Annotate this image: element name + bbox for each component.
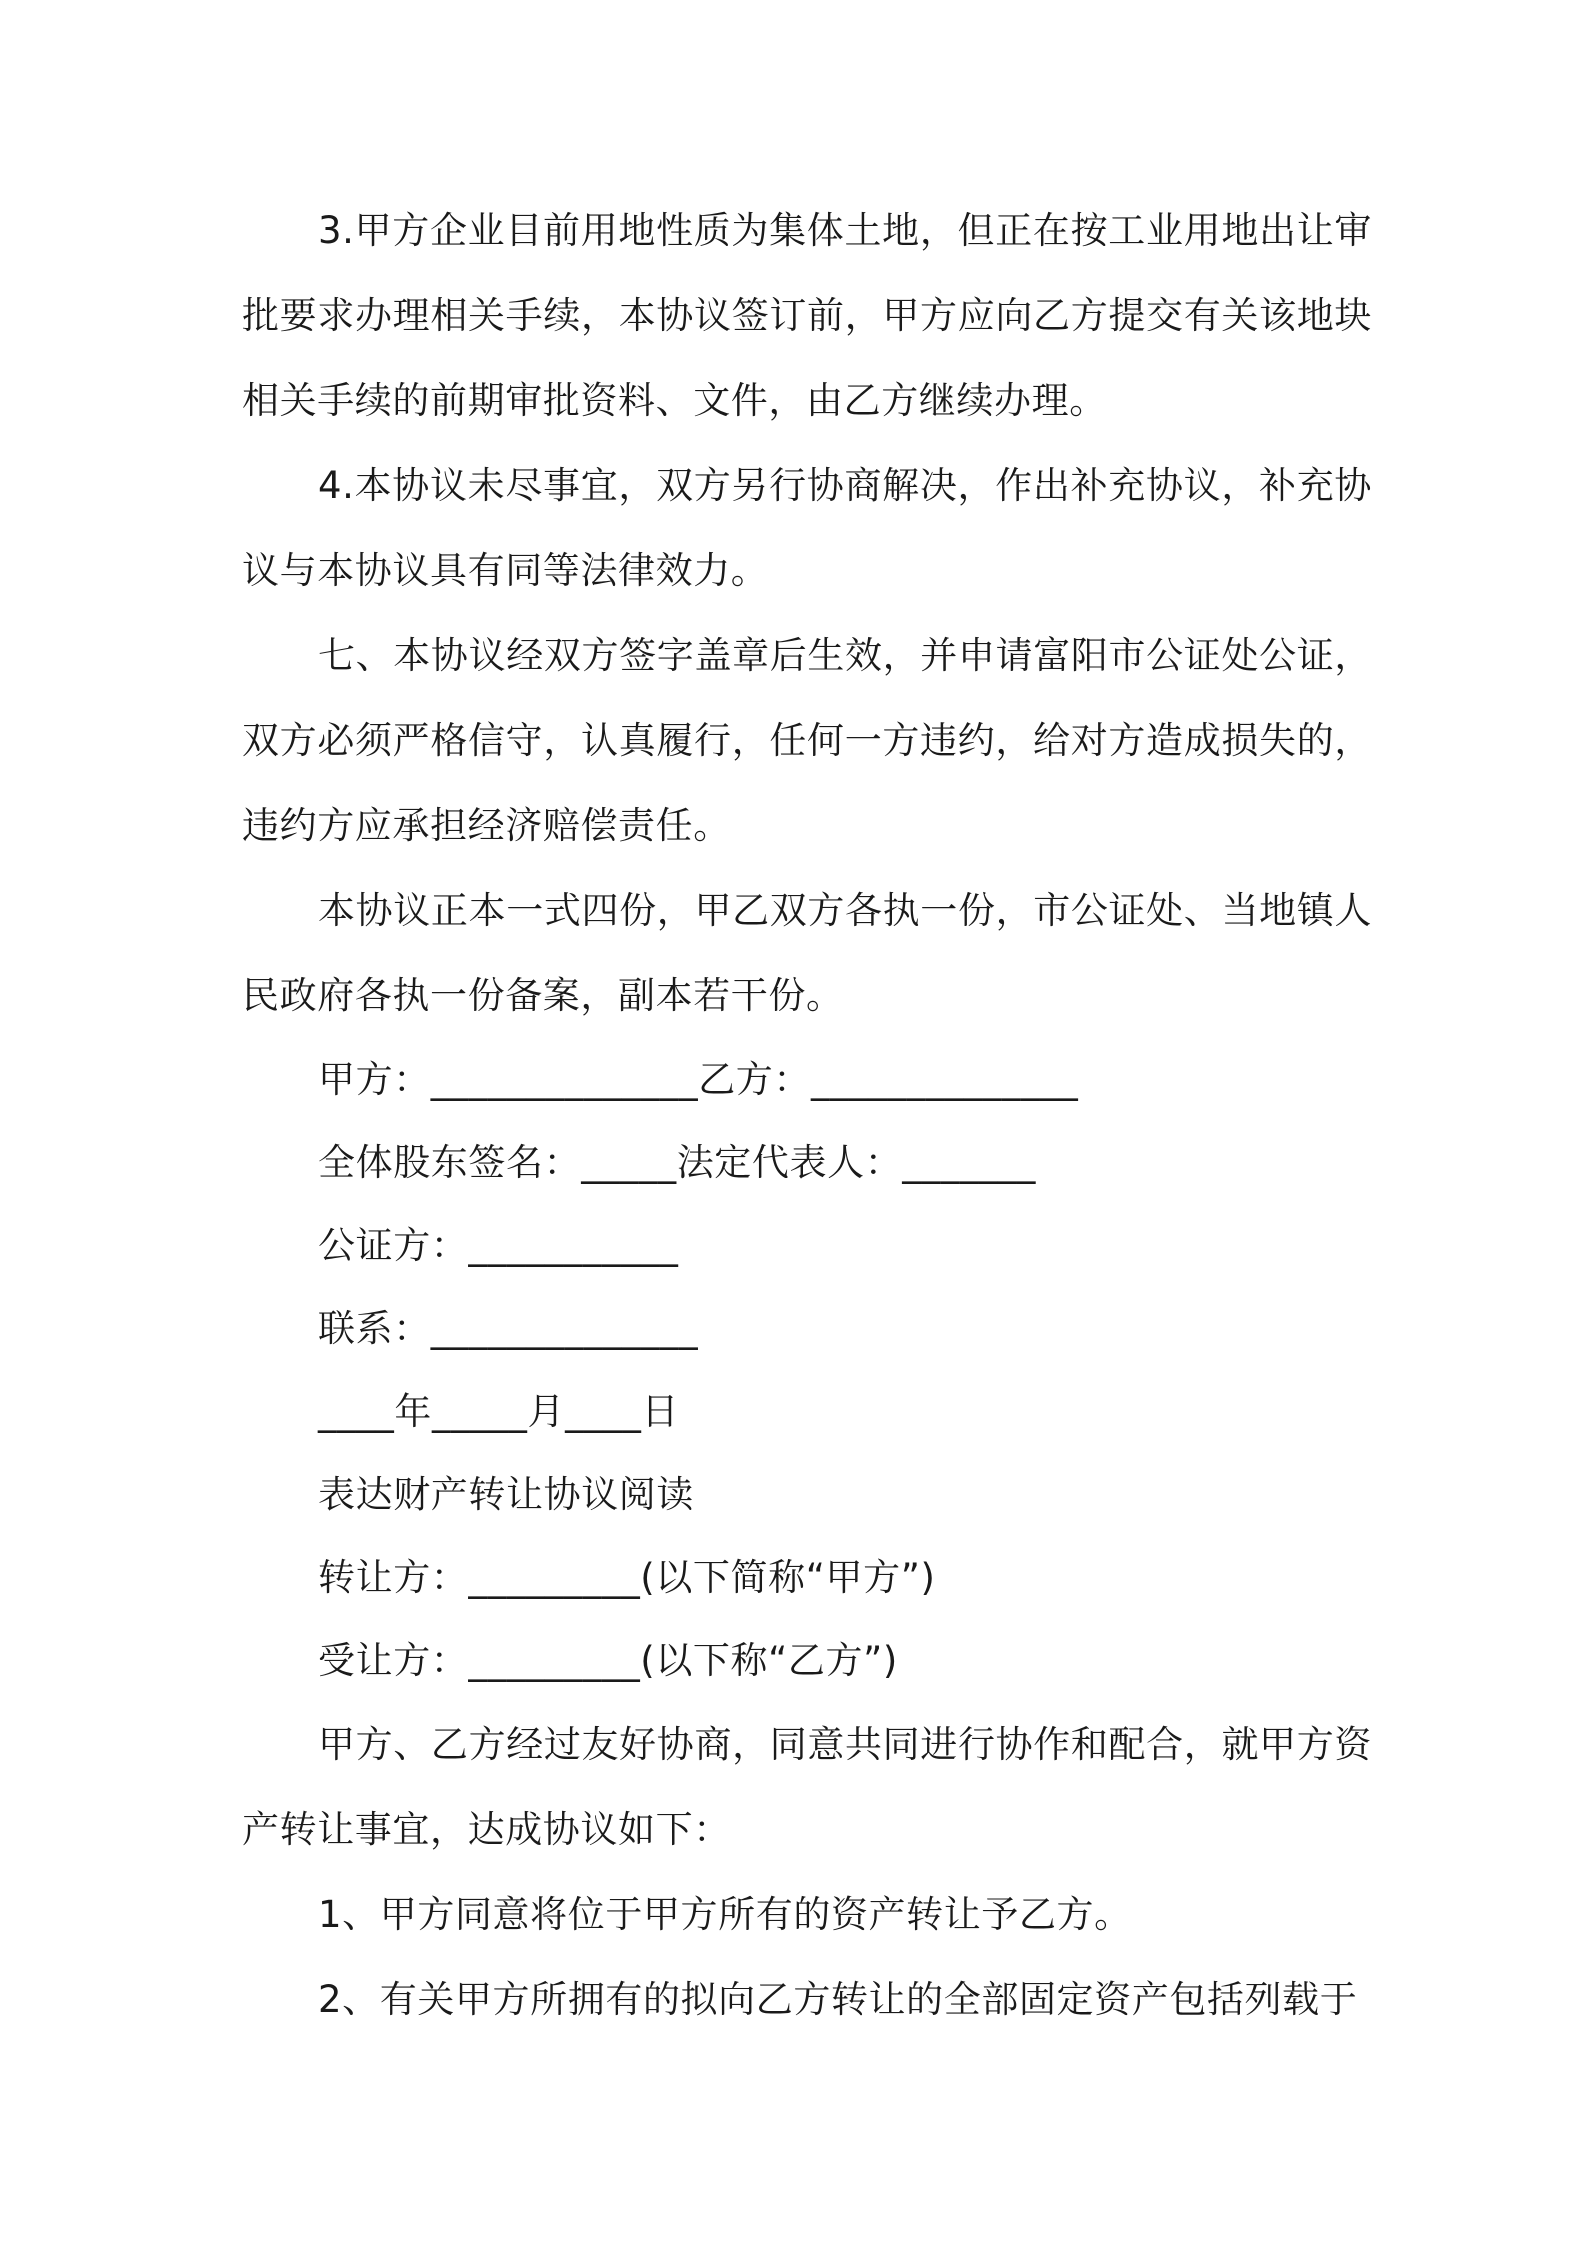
notary-line: 公证方：___________ bbox=[318, 1224, 679, 1267]
transferor-line: 转让方：_________(以下简称“甲方”) bbox=[318, 1556, 936, 1599]
agreement-intro-paragraph: 甲方、乙方经过友好协商，同意共同进行协作和配合，就甲方资产转让事宜，达成协议如下： bbox=[242, 1723, 1372, 1851]
agreement-item-1: 1、甲方同意将位于甲方所有的资产转让予乙方。 bbox=[318, 1893, 1132, 1936]
shareholder-signature-line: 全体股东签名：_____法定代表人：_______ bbox=[318, 1141, 1036, 1184]
party-signature-line: 甲方：______________乙方：______________ bbox=[318, 1058, 1079, 1101]
signature-block bbox=[242, 1038, 1372, 1453]
agreement-item-2: 2、有关甲方所拥有的拟向乙方转让的全部固定资产包括列载于 bbox=[318, 1978, 1358, 2021]
contact-line: 联系：______________ bbox=[318, 1307, 699, 1350]
document-body bbox=[242, 188, 1372, 2042]
second-document-title: 表达财产转让协议阅读 bbox=[318, 1473, 694, 1516]
date-line: ____年_____月____日 bbox=[318, 1390, 680, 1433]
clause-7-paragraph: 七、本协议经双方签字盖章后生效，并申请富阳市公证处公证，双方必须严格信守，认真履行，任何一方违约，给对方造成损失的，违约方应承担经济赔偿责任。 bbox=[242, 634, 1372, 847]
transferee-line: 受让方：_________(以下称“乙方”) bbox=[318, 1639, 898, 1682]
clause-3-paragraph: 3.甲方企业目前用地性质为集体土地，但正在按工业用地出让审批要求办理相关手续，本协议签订前，甲方应向乙方提交有关该地块相关手续的前期审批资料、文件，由乙方继续办理。 bbox=[242, 209, 1372, 422]
copies-paragraph: 本协议正本一式四份，甲乙双方各执一份，市公证处、当地镇人民政府各执一份备案，副本若干份。 bbox=[242, 889, 1372, 1017]
clause-4-paragraph: 4.本协议未尽事宜，双方另行协商解决，作出补充协议，补充协议与本协议具有同等法律效力。 bbox=[242, 464, 1372, 592]
